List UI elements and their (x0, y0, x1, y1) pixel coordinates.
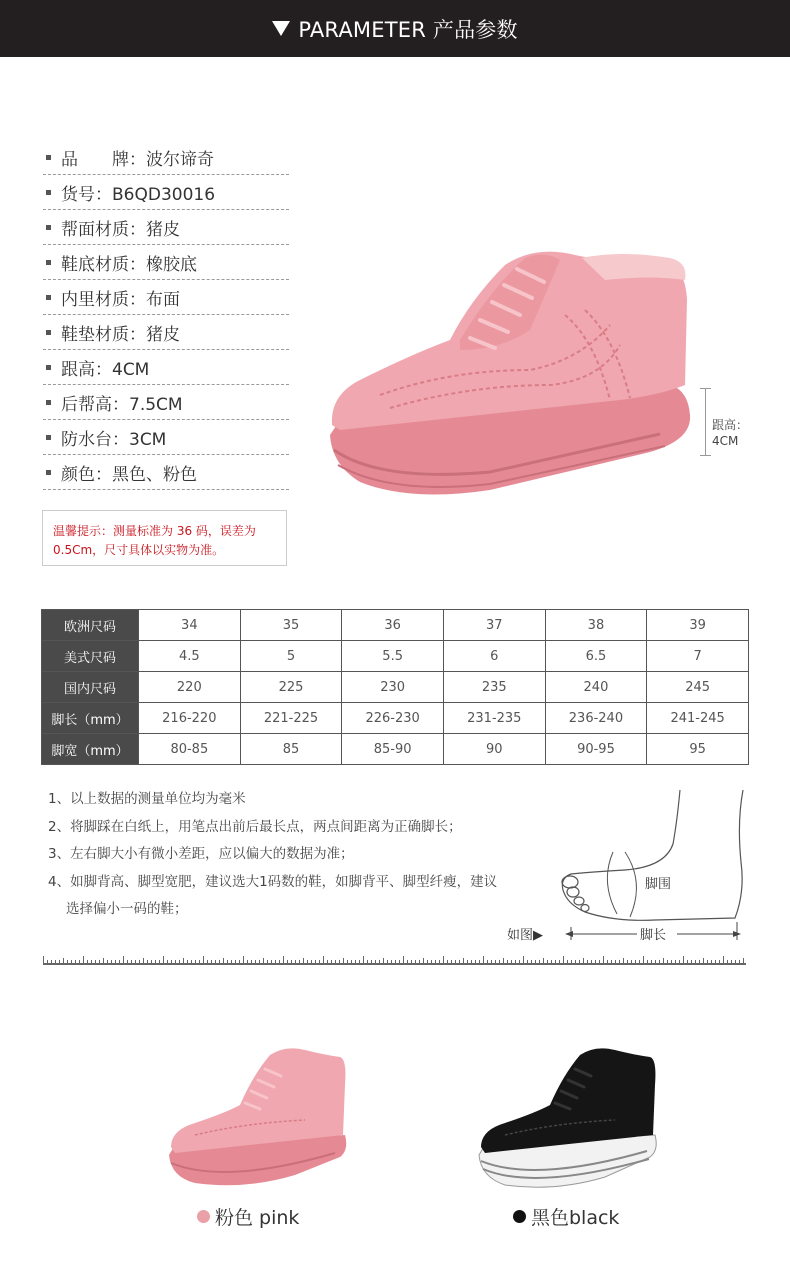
ruler-tick (151, 960, 152, 965)
ruler-tick (599, 960, 600, 965)
ruler-tick (167, 960, 168, 965)
ruler-tick (423, 958, 424, 965)
ruler-tick (387, 960, 388, 965)
ruler-tick (339, 960, 340, 965)
ruler-tick (111, 960, 112, 965)
ruler-tick (235, 960, 236, 965)
ruler-tick (275, 960, 276, 965)
ruler-tick (555, 960, 556, 965)
ruler-tick (375, 960, 376, 965)
ruler-tick (663, 958, 664, 965)
ruler-tick (491, 960, 492, 965)
bullet-icon (46, 435, 51, 440)
pink-dot-icon (197, 1210, 210, 1223)
ruler-tick (727, 960, 728, 965)
ruler-tick (279, 960, 280, 965)
black-shoe-thumbnail (475, 1035, 660, 1195)
ruler-tick (119, 960, 120, 965)
ruler-tick (271, 960, 272, 965)
ruler-tick (383, 958, 384, 965)
ruler-tick (59, 960, 60, 965)
ruler-tick (367, 960, 368, 965)
ruler-tick (83, 956, 84, 965)
ruler-tick (591, 960, 592, 965)
ruler-strip (43, 955, 746, 965)
ruler-tick (243, 956, 244, 965)
bullet-icon (46, 155, 51, 160)
ruler-tick (319, 960, 320, 965)
foot-measure-diagram (505, 782, 755, 952)
ruler-tick (263, 958, 264, 965)
ruler-tick (195, 960, 196, 965)
ruler-tick (303, 958, 304, 965)
ruler-tick (563, 956, 564, 965)
ruler-tick (675, 960, 676, 965)
ruler-tick (639, 960, 640, 965)
ruler-tick (723, 956, 724, 965)
ruler-tick (395, 960, 396, 965)
ruler-tick (415, 960, 416, 965)
ruler-tick (115, 960, 116, 965)
ruler-tick (479, 960, 480, 965)
ruler-tick (643, 956, 644, 965)
ruler-tick (107, 960, 108, 965)
ruler-tick (715, 960, 716, 965)
ruler-tick (223, 958, 224, 965)
ruler-tick (411, 960, 412, 965)
ruler-tick (531, 960, 532, 965)
ruler-tick (575, 960, 576, 965)
ruler-tick (607, 960, 608, 965)
bullet-icon (46, 260, 51, 265)
ruler-tick (139, 960, 140, 965)
ruler-tick (251, 960, 252, 965)
ruler-tick (43, 956, 44, 965)
table-row: 欧洲尺码 34 35 36 37 38 39 (42, 610, 749, 641)
ruler-tick (687, 960, 688, 965)
ruler-tick (207, 960, 208, 965)
ruler-tick (143, 958, 144, 965)
size-notes (48, 786, 497, 924)
ruler-tick (547, 960, 548, 965)
ruler-tick (287, 960, 288, 965)
ruler-tick (307, 960, 308, 965)
ruler-tick (163, 956, 164, 965)
ruler-tick (147, 960, 148, 965)
marker-cap-bottom (700, 455, 711, 456)
ruler-tick (219, 960, 220, 965)
ruler-tick (347, 960, 348, 965)
foot-length-label: 脚长 (640, 928, 667, 943)
ruler-tick (691, 960, 692, 965)
param-insole-material: 鞋垫材质：猪皮 (43, 315, 289, 350)
param-sole-material: 鞋底材质：橡胶底 (43, 245, 289, 280)
ruler-tick (559, 960, 560, 965)
note-item: 选择偏小一码的鞋； (66, 901, 188, 917)
ruler-tick (255, 960, 256, 965)
ruler-tick (331, 960, 332, 965)
param-upper-material: 帮面材质：猪皮 (43, 210, 289, 245)
ruler-tick (359, 960, 360, 965)
ruler-tick (711, 960, 712, 965)
ruler-tick (551, 960, 552, 965)
ruler-tick (611, 960, 612, 965)
param-heel-height: 跟高：4CM (43, 350, 289, 385)
note-item: 4、如脚背高、脚型宽肥，建议选大1码数的鞋，如脚背平、脚型纤瘦，建议 (48, 873, 498, 890)
ruler-tick (603, 956, 604, 965)
black-color-caption: 黑色black (513, 1203, 619, 1230)
ruler-tick (583, 958, 584, 965)
ruler-tick (179, 960, 180, 965)
ruler-tick (543, 958, 544, 965)
note-item: 1、以上数据的测量单位均为毫米 (48, 791, 246, 807)
ruler-tick (155, 960, 156, 965)
pink-shoe-thumbnail (165, 1035, 350, 1195)
ruler-tick (487, 960, 488, 965)
ruler-tick (519, 960, 520, 965)
ruler-tick (455, 960, 456, 965)
ruler-tick (227, 960, 228, 965)
ruler-tick (291, 960, 292, 965)
ruler-tick (627, 960, 628, 965)
heel-height-marker (700, 388, 712, 456)
ruler-tick (323, 956, 324, 965)
ruler-tick (171, 960, 172, 965)
ruler-tick (567, 960, 568, 965)
param-back-height: 后帮高：7.5CM (43, 385, 289, 420)
marker-line (705, 388, 706, 456)
ruler-tick (127, 960, 128, 965)
ruler-tick (495, 960, 496, 965)
ruler-tick (739, 960, 740, 965)
ruler-tick (671, 960, 672, 965)
ruler-tick (351, 960, 352, 965)
ruler-tick (135, 960, 136, 965)
section-title: PARAMETER 产品参数 (298, 17, 518, 42)
ruler-tick (123, 956, 124, 965)
foot-girth-label: 脚围 (645, 877, 672, 892)
ruler-tick (355, 960, 356, 965)
ruler-tick (71, 960, 72, 965)
ruler-tick (159, 960, 160, 965)
ruler-tick (51, 960, 52, 965)
ruler-tick (451, 960, 452, 965)
ruler-tick (391, 960, 392, 965)
ruler-tick (295, 960, 296, 965)
ruler-tick (203, 956, 204, 965)
ruler-tick (75, 960, 76, 965)
ruler-tick (231, 960, 232, 965)
size-table (41, 609, 749, 765)
bullet-icon (46, 225, 51, 230)
ruler-tick (731, 960, 732, 965)
param-item-number: 货号：B6QD30016 (43, 175, 289, 210)
ruler-tick (211, 960, 212, 965)
ruler-tick (215, 960, 216, 965)
ruler-tick (259, 960, 260, 965)
ruler-tick (503, 958, 504, 965)
ruler-tick (87, 960, 88, 965)
ruler-tick (67, 960, 68, 965)
ruler-tick (447, 960, 448, 965)
ruler-tick (703, 958, 704, 965)
ruler-tick (315, 960, 316, 965)
bullet-icon (46, 470, 51, 475)
bullet-icon (46, 295, 51, 300)
ruler-tick (99, 960, 100, 965)
ruler-tick (183, 958, 184, 965)
ruler-tick (79, 960, 80, 965)
ruler-tick (427, 960, 428, 965)
ruler-tick (267, 960, 268, 965)
ruler-tick (283, 956, 284, 965)
ruler-tick (587, 960, 588, 965)
ruler-tick (523, 956, 524, 965)
bullet-icon (46, 190, 51, 195)
ruler-tick (311, 960, 312, 965)
ruler-tick (619, 960, 620, 965)
table-row: 国内尺码 220 225 230 235 240 245 (42, 672, 749, 703)
section-header (0, 0, 790, 57)
ruler-tick (499, 960, 500, 965)
pink-color-caption: 粉色 pink (197, 1203, 299, 1230)
ruler-tick (659, 960, 660, 965)
note-item: 2、将脚踩在白纸上，用笔点出前后最长点，两点间距离为正确脚长； (48, 818, 462, 835)
ruler-tick (191, 960, 192, 965)
bullet-icon (46, 330, 51, 335)
ruler-tick (443, 956, 444, 965)
ruler-tick (631, 960, 632, 965)
ruler-tick (471, 960, 472, 965)
ruler-tick (247, 960, 248, 965)
ruler-tick (399, 960, 400, 965)
ruler-tick (595, 960, 596, 965)
ruler-tick (371, 960, 372, 965)
ruler-tick (63, 958, 64, 965)
ruler-tick (511, 960, 512, 965)
param-colors: 颜色：黑色、粉色 (43, 455, 289, 490)
black-dot-icon (513, 1210, 526, 1223)
table-row: 脚长（mm） 216-220 221-225 226-230 231-235 236-240 241-245 (42, 703, 749, 734)
ruler-tick (435, 960, 436, 965)
ruler-tick (527, 960, 528, 965)
ruler-tick (199, 960, 200, 965)
parameter-list (43, 140, 289, 490)
ruler-tick (651, 960, 652, 965)
ruler-tick (635, 960, 636, 965)
ruler-tick (419, 960, 420, 965)
ruler-tick (407, 960, 408, 965)
bullet-icon (46, 400, 51, 405)
ruler-tick (103, 958, 104, 965)
ruler-tick (467, 960, 468, 965)
ruler-tick (91, 960, 92, 965)
ruler-baseline (43, 963, 746, 965)
ruler-tick (667, 960, 668, 965)
ruler-tick (615, 960, 616, 965)
table-row: 美式尺码 4.5 5 5.5 6 6.5 7 (42, 641, 749, 672)
ruler-tick (655, 960, 656, 965)
ruler-tick (439, 960, 440, 965)
ruler-tick (483, 956, 484, 965)
param-brand: 品 牌：波尔谛奇 (43, 140, 289, 175)
note-item: 3、左右脚大小有微小差距，应以偏大的数据为准； (48, 846, 354, 862)
ruler-tick (515, 960, 516, 965)
ruler-tick (571, 960, 572, 965)
ruler-tick (463, 958, 464, 965)
ruler-tick (95, 960, 96, 965)
ruler-tick (507, 960, 508, 965)
ruler-tick (239, 960, 240, 965)
ruler-tick (343, 958, 344, 965)
ruler-tick (699, 960, 700, 965)
see-figure-label: 如图▶ (507, 928, 543, 943)
ruler-tick (539, 960, 540, 965)
ruler-tick (47, 960, 48, 965)
ruler-tick (299, 960, 300, 965)
ruler-tick (403, 956, 404, 965)
ruler-tick (187, 960, 188, 965)
ruler-tick (647, 960, 648, 965)
ruler-tick (683, 956, 684, 965)
ruler-tick (623, 958, 624, 965)
ruler-tick (735, 960, 736, 965)
triangle-down-icon (272, 21, 290, 36)
ruler-tick (719, 960, 720, 965)
param-lining-material: 内里材质：布面 (43, 280, 289, 315)
ruler-tick (363, 956, 364, 965)
ruler-tick (379, 960, 380, 965)
heel-height-label: 跟高： 4CM (712, 418, 749, 448)
ruler-tick (707, 960, 708, 965)
bullet-icon (46, 365, 51, 370)
ruler-tick (579, 960, 580, 965)
ruler-tick (695, 960, 696, 965)
ruler-tick (335, 960, 336, 965)
ruler-tick (131, 960, 132, 965)
ruler-tick (475, 960, 476, 965)
param-platform: 防水台：3CM (43, 420, 289, 455)
warm-tip: 温馨提示：测量标准为 36 码，误差为 0.5Cm，尺寸具体以实物为准。 (42, 510, 287, 566)
ruler-tick (743, 958, 744, 965)
ruler-tick (431, 960, 432, 965)
ruler-tick (459, 960, 460, 965)
ruler-tick (679, 960, 680, 965)
ruler-tick (327, 960, 328, 965)
ruler-tick (535, 960, 536, 965)
pink-shoe-image (320, 220, 700, 520)
ruler-tick (55, 960, 56, 965)
ruler-tick (175, 960, 176, 965)
table-row: 脚宽（mm） 80-85 85 85-90 90 90-95 95 (42, 734, 749, 765)
